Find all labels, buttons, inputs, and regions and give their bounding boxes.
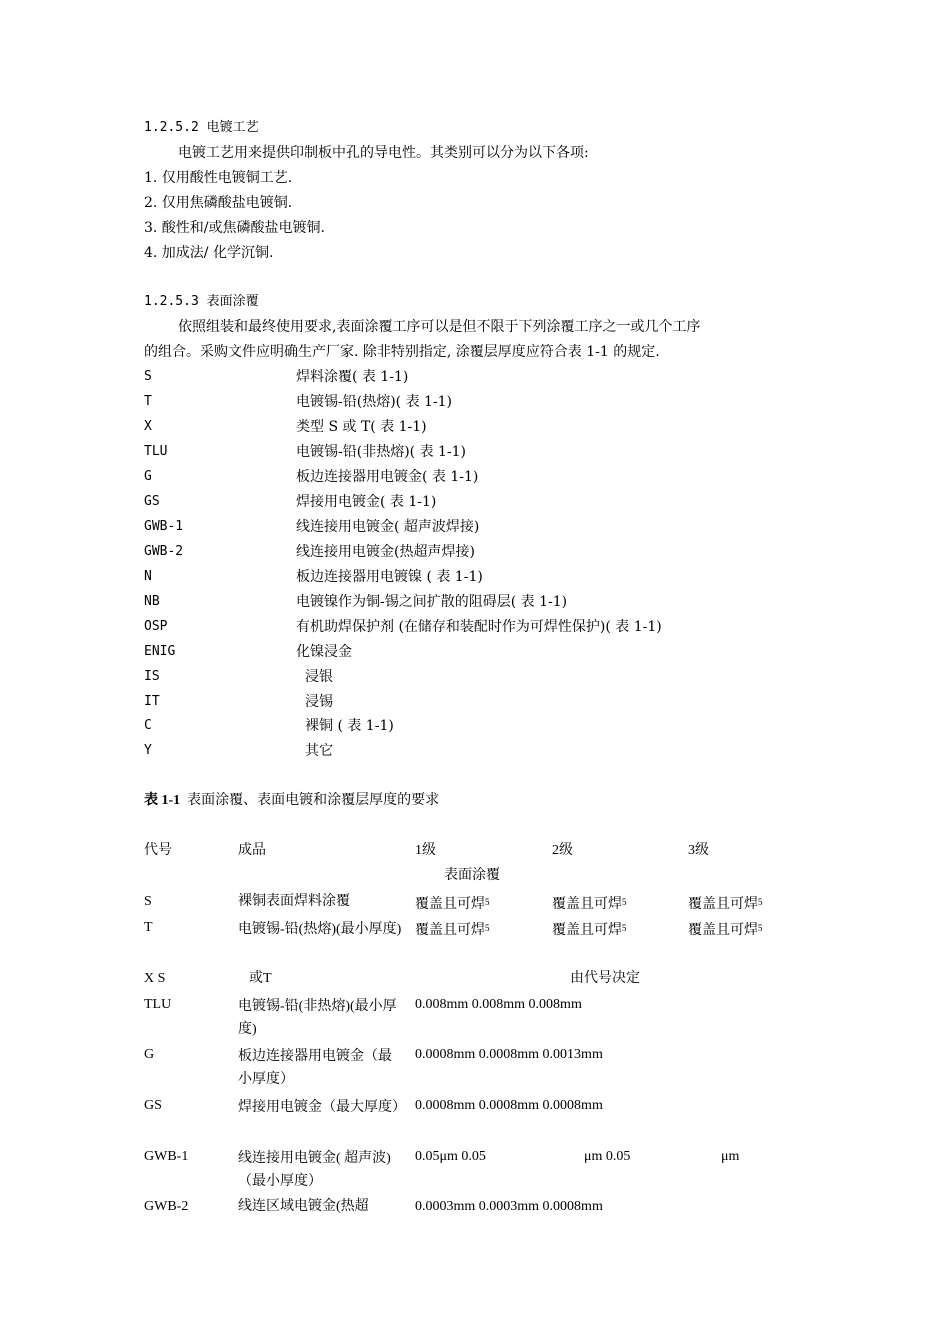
footnote-mark: 5	[622, 897, 627, 907]
footnote-mark: 5	[622, 923, 627, 933]
list-item: 3. 酸性和/或焦磷酸盐电镀铜.	[144, 220, 325, 236]
table-header-class1: 1级	[415, 843, 436, 858]
coating-code: X	[144, 419, 152, 434]
coating-code: NB	[144, 594, 160, 609]
table-header-class3: 3级	[688, 843, 709, 858]
table-cell-class3: 覆盖且可焊$^5$	[688, 897, 763, 912]
coating-desc: 化镍浸金	[296, 644, 352, 660]
coating-desc: 板边连接器用电镀金( 表 1-1)	[296, 469, 479, 485]
coating-desc: 浸锡	[305, 694, 333, 710]
coating-code: S	[144, 369, 152, 384]
coating-desc: 线连接用电镀金(热超声焊接)	[296, 544, 475, 560]
coating-desc: 板边连接器用电镀镍 ( 表 1-1)	[296, 569, 483, 585]
table-cell-class2: μm 0.05	[584, 1149, 631, 1164]
coating-code: C	[144, 718, 152, 733]
coating-desc: 其它	[305, 743, 333, 759]
footnote-mark: 5	[758, 897, 763, 907]
table-cell-values: 0.0008mm 0.0008mm 0.0013mm	[415, 1047, 603, 1062]
table-cell-values: 0.0003mm 0.0003mm 0.0008mm	[415, 1199, 603, 1214]
footnote-mark: 5	[485, 923, 490, 933]
section-heading-coating: 1.2.5.3 表面涂覆	[144, 294, 259, 309]
section-intro-plating: 电镀工艺用来提供印制板中孔的导电性。其类别可以分为以下各项:	[178, 145, 589, 161]
coating-desc: 浸银	[305, 669, 333, 685]
table-cell-class1: 0.05μm 0.05	[415, 1149, 486, 1164]
table-cell-code: S	[144, 894, 152, 909]
coating-desc: 焊料涂覆( 表 1-1)	[296, 369, 409, 385]
coating-code: ENIG	[144, 644, 176, 659]
list-item: 4. 加成法/ 化学沉铜.	[144, 245, 274, 261]
table-cell-product: 线连接用电镀金( 超声波)（最小厚度）	[238, 1151, 391, 1189]
table-header-class2: 2级	[552, 843, 573, 858]
coating-desc: 电镀镍作为铜-锡之间扩散的阻碍层( 表 1-1)	[296, 594, 568, 610]
table-cell-product: 电镀锡-铅(热熔)(最小厚度)	[238, 922, 402, 937]
coating-code: GWB-2	[144, 544, 184, 559]
table-cell-code: T	[144, 920, 153, 935]
footnote-mark: 5	[485, 897, 490, 907]
table-subheader: 表面涂覆	[444, 868, 500, 883]
table-cell-code: GS	[144, 1098, 162, 1113]
table-cell-class1: 覆盖且可焊$^5$	[415, 897, 490, 912]
coating-code: N	[144, 569, 152, 584]
footnote-mark: 5	[758, 923, 763, 933]
coating-code: T	[144, 394, 152, 409]
coating-code: TLU	[144, 444, 168, 459]
section-heading-plating: 1.2.5.2 电镀工艺	[144, 120, 259, 135]
table-cell-merged: 由代号决定	[570, 971, 640, 986]
coating-desc: 焊接用电镀金( 表 1-1)	[296, 494, 437, 510]
coating-code: IS	[144, 669, 160, 684]
table-cell-product: 线连区域电镀金(热超	[238, 1199, 369, 1214]
coating-desc: 电镀锡-铅(热熔)( 表 1-1)	[296, 394, 453, 410]
table-cell-code: G	[144, 1047, 155, 1062]
table-cell-class3: μm	[721, 1149, 740, 1164]
coating-code: GWB-1	[144, 519, 184, 534]
table-cell-code: TLU	[144, 997, 172, 1012]
coating-desc: 有机助焊保护剂 (在储存和装配时作为可焊性保护)( 表 1-1)	[296, 619, 662, 635]
table-cell-class1: 覆盖且可焊$^5$	[415, 923, 490, 938]
table-cell-values: 0.008mm 0.008mm 0.008mm	[415, 997, 582, 1012]
table-header-code: 代号	[144, 843, 172, 858]
list-item: 2. 仅用焦磷酸盐电镀铜.	[144, 195, 293, 211]
table-cell-code: GWB-1	[144, 1149, 189, 1164]
table-cell-product: 焊接用电镀金（最大厚度）	[238, 1100, 406, 1115]
table-cell-code: X S	[144, 971, 166, 986]
table-cell-class2: 覆盖且可焊$^5$	[552, 923, 627, 938]
coating-code: G	[144, 469, 152, 484]
coating-desc: 类型 S 或 T( 表 1-1)	[296, 419, 427, 435]
coating-desc: 线连接用电镀金( 超声波焊接)	[296, 519, 480, 535]
table-cell-code: GWB-2	[144, 1199, 189, 1214]
coating-code: Y	[144, 743, 152, 758]
paragraph-line: 的组合。采购文件应明确生产厂家. 除非特别指定, 涂覆层厚度应符合表 1-1 的规定.	[144, 344, 660, 360]
table-cell-product: 电镀锡-铅(非热熔)(最小厚度)	[238, 999, 397, 1037]
table-cell-values: 0.0008mm 0.0008mm 0.0008mm	[415, 1098, 603, 1113]
paragraph-line: 依照组装和最终使用要求,表面涂覆工序可以是但不限于下列涂覆工序之一或几个工序	[178, 319, 701, 335]
list-item: 1. 仅用酸性电镀铜工艺.	[144, 170, 293, 186]
coating-code: OSP	[144, 619, 168, 634]
coating-code: IT	[144, 694, 160, 709]
table-header-product: 成品	[238, 843, 266, 858]
table-caption	[144, 791, 439, 811]
table-caption-text: 表面涂覆、表面电镀和涂覆层厚度的要求	[187, 793, 440, 808]
table-cell-product: 裸铜表面焊料涂覆	[238, 894, 350, 909]
table-cell-product: 板边连接器用电镀金（最小厚度）	[238, 1049, 392, 1087]
table-cell-class2: 覆盖且可焊$^5$	[552, 897, 627, 912]
coating-desc: 电镀锡-铅(非热熔)( 表 1-1)	[296, 444, 467, 460]
table-caption-label: 表 1-1	[144, 793, 181, 808]
coating-code: GS	[144, 494, 160, 509]
coating-desc: 裸铜 ( 表 1-1)	[305, 718, 394, 734]
table-cell-product: 或T	[249, 971, 272, 986]
table-cell-class3: 覆盖且可焊$^5$	[688, 923, 763, 938]
